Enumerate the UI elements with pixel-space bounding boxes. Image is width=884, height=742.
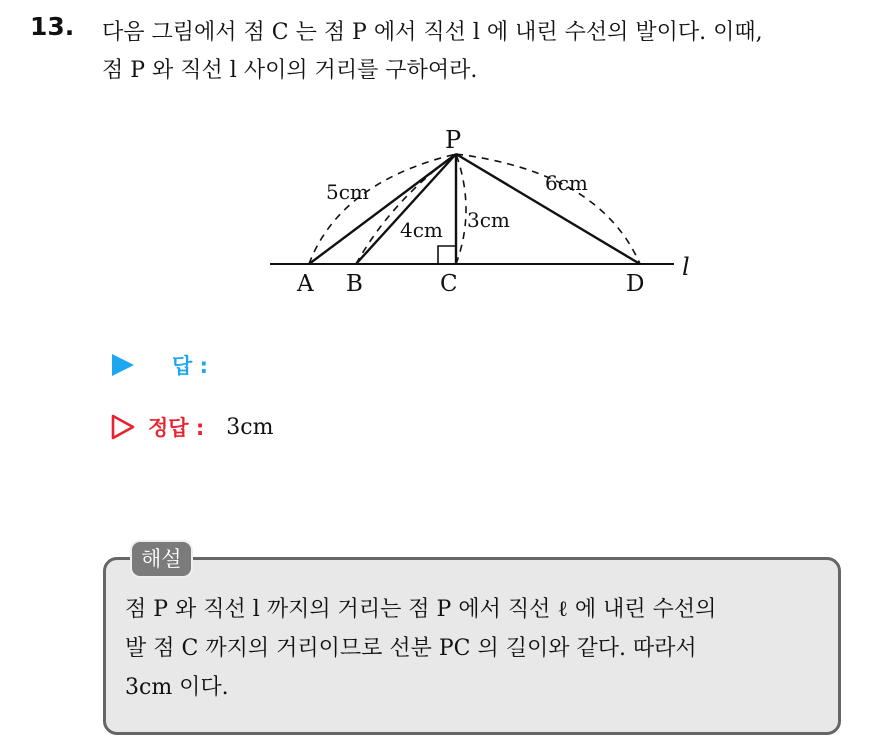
explanation-line-1: 점 P 와 직선 l 까지의 거리는 점 P 에서 직선 ℓ 에 내린 수선의 [125,597,717,622]
question-line-2: 점 P 와 직선 l 사이의 거리를 구하여라. [102,58,478,83]
segment-pa [309,154,456,264]
answer-label: 답 : [172,354,208,378]
explanation-line-3: 3cm 이다. [125,675,229,700]
play-outline-icon [110,413,136,441]
length-pb: 4cm [400,218,443,242]
explanation-text [125,590,825,707]
explanation-tag: 해설 [130,540,193,578]
length-pd: 6cm [545,171,588,195]
right-angle-mark [438,246,456,264]
arc-pc [456,154,466,264]
label-b: B [346,271,363,297]
correct-answer-row [110,412,273,442]
length-pa: 5cm [326,180,369,204]
explanation-line-2: 발 점 C 까지의 거리이므로 선분 PC 의 길이와 같다. 따라서 [125,636,697,661]
label-a: A [297,271,314,297]
correct-answer-label: 정답 : [148,416,205,440]
length-pc: 3cm [467,208,510,232]
question-line-1: 다음 그림에서 점 C 는 점 P 에서 직선 l 에 내린 수선의 발이다. 이때, [102,20,763,45]
label-c: C [440,271,458,297]
answer-row [110,350,230,380]
label-d: D [626,271,645,297]
question-number: 13. [30,12,75,41]
label-line-l: l [682,253,690,281]
correct-answer-value: 3cm [226,414,274,440]
label-p: P [445,126,462,154]
play-filled-icon [110,352,136,378]
segment-pb [356,154,456,264]
